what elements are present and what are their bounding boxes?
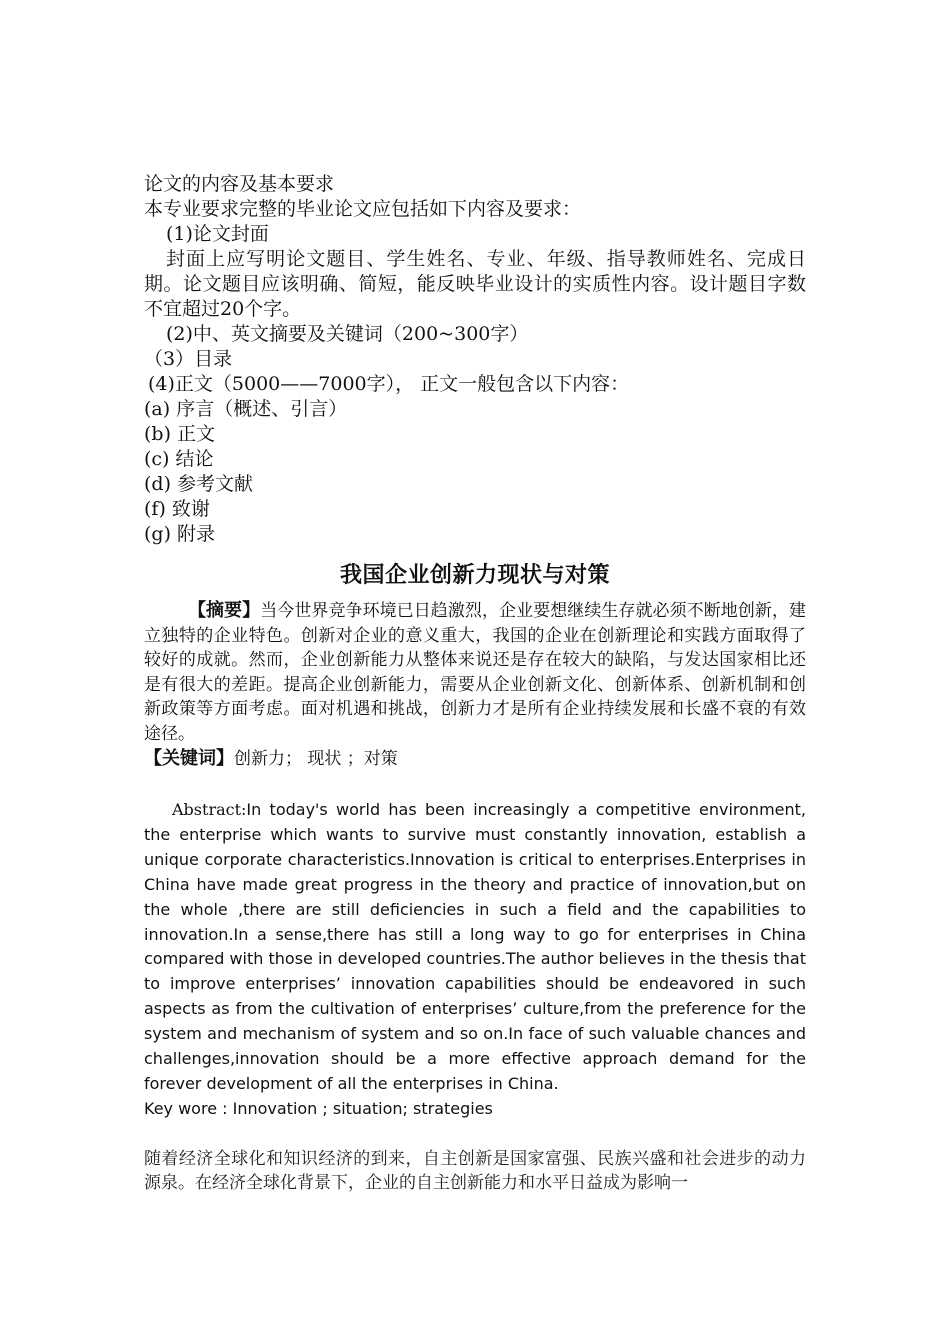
body-part-item: (g) 附录	[144, 523, 216, 545]
chinese-abstract	[144, 599, 806, 746]
document-content	[144, 172, 806, 1212]
english-abstract	[144, 798, 806, 1097]
keywords-tag: 【关键词】	[144, 748, 234, 769]
requirements-intro: 本专业要求完整的毕业论文应包括如下内容及要求：	[144, 198, 582, 220]
chinese-keywords	[144, 746, 806, 772]
requirement-cover-description: 封面上应写明论文题目、学生姓名、专业、年级、指导教师姓名、完成日期。论文题目应该明确、简短，能反映毕业设计的实质性内容。设计题目字数不宜超过20个字。	[144, 248, 806, 320]
body-part-item: (f) 致谢	[144, 498, 210, 520]
requirement-item-abstract: (2)中、英文摘要及关键词（200~300字）	[166, 323, 529, 345]
body-intro-paragraph: 随着经济全球化和知识经济的到来，自主创新是国家富强、民族兴盛和社会进步的动力源泉。在经济全球化背景下，企业的自主创新能力和水平日益成为影响一	[144, 1148, 806, 1193]
requirements-section	[144, 172, 806, 547]
body-part-item: (b) 正文	[144, 423, 216, 445]
body-part-item: (c) 结论	[144, 448, 214, 470]
english-keywords: Key wore : Innovation ; situation; strategies	[144, 1098, 493, 1118]
abstract-cn-text: 当今世界竞争环境已日趋激烈，企业要想继续生存就必须不断地创新，建立独特的企业特色。创新对企业的意义重大，我国的企业在创新理论和实践方面取得了较好的成就。然而，企业创新能力从整体来说还是存在较大的缺陷，与发达国家相比还是有很大的差距。提高企业创新能力，需要从企业创新文化、创新体系、创新机制和创新政策等方面考虑。面对机遇和挑战，创新力才是所有企业持续发展和长盛不衰的有效途径。	[144, 601, 807, 744]
abstract-en-text: In today's world has been increasingly a competitive environment, the enterprise which wants to survive must constantly innovation, establish a unique corporate characteristics.Innovation is critical to enterprises.Enterprises in China have made great progress in the theory and practice of innovation,but on the whole ,there are still deficiencies in such a field and the capabilities to innovation.In a sense,there has still a long way to go for enterprises in China compared with those in developed countries.The author believes in the thesis that to improve enterprises’ innovation capabilities should be endeavored in such aspects as from the cultivation of enterprises’ culture,from the preference for the system and mechanism of system and so on.In face of such valuable chances and challenges,innovation should be a more effective approach demand for the forever development of all the enterprises in China.	[144, 800, 806, 1093]
requirement-item-body: (4)正文（5000——7000字）， 正文一般包含以下内容：	[148, 373, 630, 395]
keywords-cn-text: 创新力； 现状 ；对策	[234, 749, 398, 769]
body-part-item: (a) 序言（概述、引言）	[144, 398, 348, 420]
abstract-en-lead: Abstract:	[172, 800, 247, 819]
body-part-item: (d) 参考文献	[144, 473, 254, 495]
requirement-item-cover: (1)论文封面	[166, 223, 269, 245]
requirement-item-toc: （3）目录	[144, 348, 233, 370]
paper-title: 我国企业创新力现状与对策	[339, 563, 610, 588]
abstract-tag: 【摘要】	[188, 600, 261, 621]
requirements-heading: 论文的内容及基本要求	[144, 173, 335, 195]
